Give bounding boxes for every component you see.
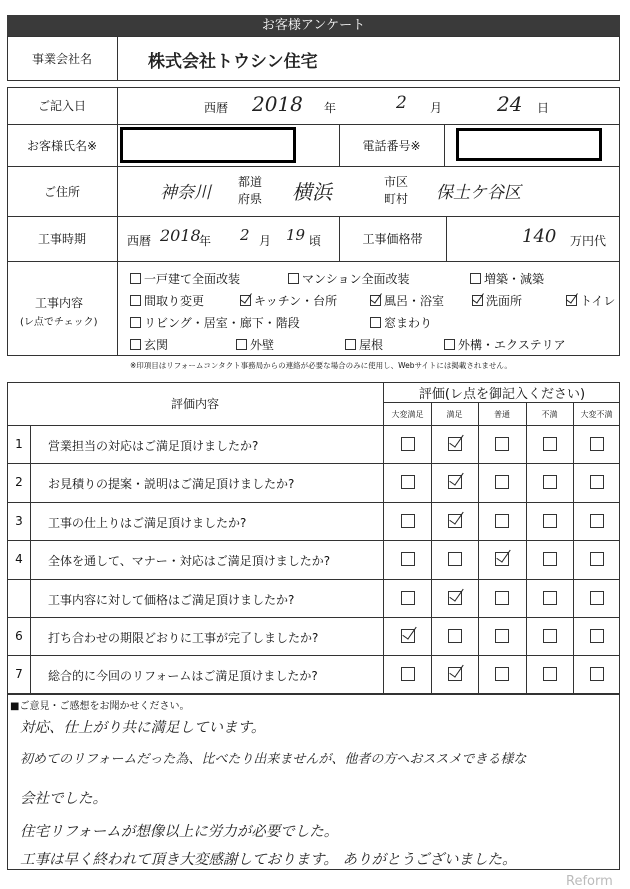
- question-number: 1: [15, 437, 23, 451]
- work-option[interactable]: [345, 336, 383, 353]
- comment-line: 会社でした。: [20, 791, 107, 807]
- rating-checkbox[interactable]: [495, 437, 509, 451]
- comment-line: 初めてのリフォームだった為、比べたり出来ませんが、他者の方へおススメできる様な: [20, 752, 527, 767]
- rating-checkbox[interactable]: [401, 514, 415, 528]
- work-option-label: 洗面所: [486, 294, 523, 308]
- checkbox-icon[interactable]: [370, 295, 381, 306]
- rating-checkbox[interactable]: [495, 514, 509, 528]
- work-sublabel: (レ点でチェック): [20, 317, 98, 328]
- question-text: 工事の仕上りはご満足頂けましたか?: [48, 515, 247, 530]
- work-option-label: 間取り変更: [144, 294, 205, 308]
- checkbox-icon[interactable]: [130, 295, 141, 306]
- work-option[interactable]: [370, 292, 444, 309]
- date-day: 24: [497, 92, 523, 116]
- work-option[interactable]: [370, 314, 432, 331]
- question-text: 全体を通して、マナー・対応はご満足頂けましたか?: [48, 554, 331, 569]
- question-number: 2: [15, 475, 23, 490]
- rating-checkbox[interactable]: [590, 475, 604, 489]
- rating-checkbox[interactable]: [448, 667, 462, 681]
- rating-checkbox[interactable]: [401, 629, 415, 643]
- period-day: 19: [286, 226, 306, 244]
- address-city-unit-top: 市区: [384, 175, 409, 189]
- date-year-unit: 年: [324, 101, 337, 115]
- work-option[interactable]: [472, 292, 522, 309]
- date-day-unit: 日: [537, 101, 550, 115]
- question-text: 打ち合わせの期限どおりに工事が完了しましたか?: [48, 631, 319, 645]
- question-text: 営業担当の対応はご満足頂けましたか?: [48, 439, 259, 453]
- work-option[interactable]: [130, 292, 204, 309]
- period-year: 2018: [160, 226, 201, 245]
- privacy-note: ※印項目はリフォームコンタクト事務局からの連絡が必要な場合のみに使用し、Webサイトには掲載されません。: [130, 361, 512, 370]
- evaluation-header-left: 評価内容: [170, 397, 219, 411]
- checkbox-icon[interactable]: [130, 273, 141, 284]
- work-label: 工事内容: [35, 296, 84, 310]
- phone-label: 電話番号※: [362, 138, 421, 153]
- rating-checkbox[interactable]: [448, 475, 462, 489]
- work-option[interactable]: [444, 336, 566, 353]
- question-number: 4: [15, 552, 23, 567]
- checkbox-icon[interactable]: [370, 317, 381, 328]
- phone-redacted: [456, 128, 602, 161]
- rating-checkbox[interactable]: [543, 591, 557, 605]
- checkbox-icon[interactable]: [240, 295, 251, 306]
- checkbox-icon[interactable]: [130, 317, 141, 328]
- period-month: 2: [240, 226, 250, 244]
- date-label: ご記入日: [37, 99, 86, 113]
- customer-name-redacted: [120, 127, 296, 163]
- checkbox-icon[interactable]: [472, 295, 483, 306]
- work-option-label: 玄関: [144, 338, 169, 352]
- question-text: お見積りの提案・説明はご満足頂けましたか?: [48, 477, 295, 492]
- work-option[interactable]: [130, 336, 168, 353]
- work-option-label: 一戸建て全面改装: [144, 272, 241, 286]
- comment-line: 対応、仕上がり共に満足しています。: [20, 720, 266, 736]
- rating-checkbox[interactable]: [401, 552, 415, 566]
- work-option-label: 風呂・浴室: [384, 294, 445, 308]
- rating-checkbox[interactable]: [543, 667, 557, 681]
- address-city-unit-bottom: 町村: [384, 192, 409, 206]
- rating-checkbox[interactable]: [590, 591, 604, 605]
- rating-checkbox[interactable]: [495, 552, 509, 566]
- watermark: Reform: [566, 874, 613, 889]
- address-pref-unit-bottom: 府県: [238, 192, 263, 206]
- rating-checkbox[interactable]: [543, 437, 557, 451]
- address-city: 横浜: [292, 180, 332, 204]
- evaluation-header-right: 評価(レ点を御記入ください): [418, 386, 586, 402]
- work-option[interactable]: [470, 270, 544, 287]
- work-option-label: 外構・エクステリア: [458, 338, 566, 352]
- rating-checkbox[interactable]: [448, 552, 462, 566]
- date-month-unit: 月: [430, 101, 443, 115]
- company-label: 事業会社名: [31, 52, 92, 66]
- price-value: 140: [522, 226, 557, 247]
- price-label: 工事価格帯: [362, 232, 423, 246]
- checkbox-icon[interactable]: [345, 339, 356, 350]
- rating-checkbox[interactable]: [401, 591, 415, 605]
- work-option-label: 屋根: [359, 338, 384, 352]
- rating-checkbox[interactable]: [590, 667, 604, 681]
- rating-checkbox[interactable]: [448, 437, 462, 451]
- rating-checkbox[interactable]: [543, 514, 557, 528]
- rating-checkbox[interactable]: [495, 591, 509, 605]
- rating-checkbox[interactable]: [495, 475, 509, 489]
- work-option[interactable]: [130, 314, 300, 331]
- rating-checkbox[interactable]: [543, 552, 557, 566]
- rating-scale-label: 満足: [446, 410, 463, 419]
- work-option-label: トイレ: [580, 294, 616, 308]
- date-month: 2: [396, 93, 407, 113]
- checkbox-icon[interactable]: [236, 339, 247, 350]
- rating-scale-label: 大変満足: [391, 410, 424, 419]
- address-pref: 神奈川: [160, 183, 211, 203]
- work-option-label: マンション全面改装: [302, 272, 410, 286]
- rating-checkbox[interactable]: [590, 552, 604, 566]
- checkbox-icon[interactable]: [130, 339, 141, 350]
- date-year: 2018: [252, 92, 303, 116]
- question-text: 総合的に今回のリフォームはご満足頂けましたか?: [48, 669, 318, 684]
- checkbox-icon[interactable]: [444, 339, 455, 350]
- period-year-unit: 年: [199, 234, 212, 248]
- rating-checkbox[interactable]: [543, 629, 557, 643]
- work-option[interactable]: [130, 270, 240, 287]
- work-option[interactable]: [566, 292, 615, 309]
- rating-checkbox[interactable]: [590, 437, 604, 451]
- rating-checkbox[interactable]: [448, 514, 462, 528]
- comment-line: 住宅リフォームが想像以上に労力が必要でした。: [20, 824, 339, 840]
- rating-scale-label: 大変不満: [580, 410, 613, 419]
- period-era: 西暦: [127, 234, 152, 248]
- work-option[interactable]: [240, 292, 337, 309]
- comments-heading: ■ご意見・ご感想をお聞かせください。: [10, 701, 190, 712]
- work-option-label: リビング・居室・廊下・階段: [144, 316, 300, 330]
- address-label: ご住所: [43, 184, 80, 199]
- question-text: 工事内容に対して価格はご満足頂けましたか?: [48, 592, 295, 607]
- evaluation-table: [7, 382, 620, 694]
- price-unit: 万円代: [570, 234, 607, 248]
- question-number: 7: [15, 667, 23, 682]
- work-option[interactable]: [288, 270, 409, 287]
- question-number: 6: [15, 629, 23, 643]
- rating-checkbox[interactable]: [495, 629, 509, 643]
- rating-scale-label: 普通: [494, 410, 510, 419]
- rating-checkbox[interactable]: [448, 629, 462, 643]
- rating-checkbox[interactable]: [401, 437, 415, 451]
- company-name: 株式会社トウシン住宅: [148, 52, 318, 72]
- work-option-label: 増築・減築: [484, 272, 545, 286]
- rating-checkbox[interactable]: [590, 629, 604, 643]
- period-month-unit: 月: [259, 234, 272, 248]
- rating-checkbox[interactable]: [401, 475, 415, 489]
- checkbox-icon[interactable]: [566, 295, 577, 306]
- work-option-label: 窓まわり: [384, 316, 433, 330]
- work-option-label: キッチン・台所: [254, 294, 338, 308]
- rating-checkbox[interactable]: [495, 667, 509, 681]
- checkbox-icon[interactable]: [288, 273, 299, 284]
- rating-checkbox[interactable]: [448, 591, 462, 605]
- rating-checkbox[interactable]: [543, 475, 557, 489]
- customer-name-label: お客様氏名※: [26, 138, 98, 153]
- page-title: お客様アンケート: [7, 15, 620, 36]
- rating-checkbox[interactable]: [590, 514, 604, 528]
- work-option[interactable]: [236, 336, 274, 353]
- rating-scale-label: 不満: [541, 410, 558, 419]
- rating-checkbox[interactable]: [401, 667, 415, 681]
- period-label: 工事時期: [37, 232, 86, 246]
- date-era: 西暦: [204, 101, 229, 115]
- address-pref-unit-top: 都道: [238, 175, 263, 189]
- comment-line: 工事は早く終われて頂き大変感謝しております。 ありがとうございました。: [20, 852, 517, 868]
- work-option-label: 外壁: [250, 338, 275, 352]
- address-ward: 保土ケ谷区: [436, 183, 521, 203]
- checkbox-icon[interactable]: [470, 273, 481, 284]
- period-day-unit: 頃: [309, 234, 322, 248]
- question-number: 3: [15, 513, 23, 528]
